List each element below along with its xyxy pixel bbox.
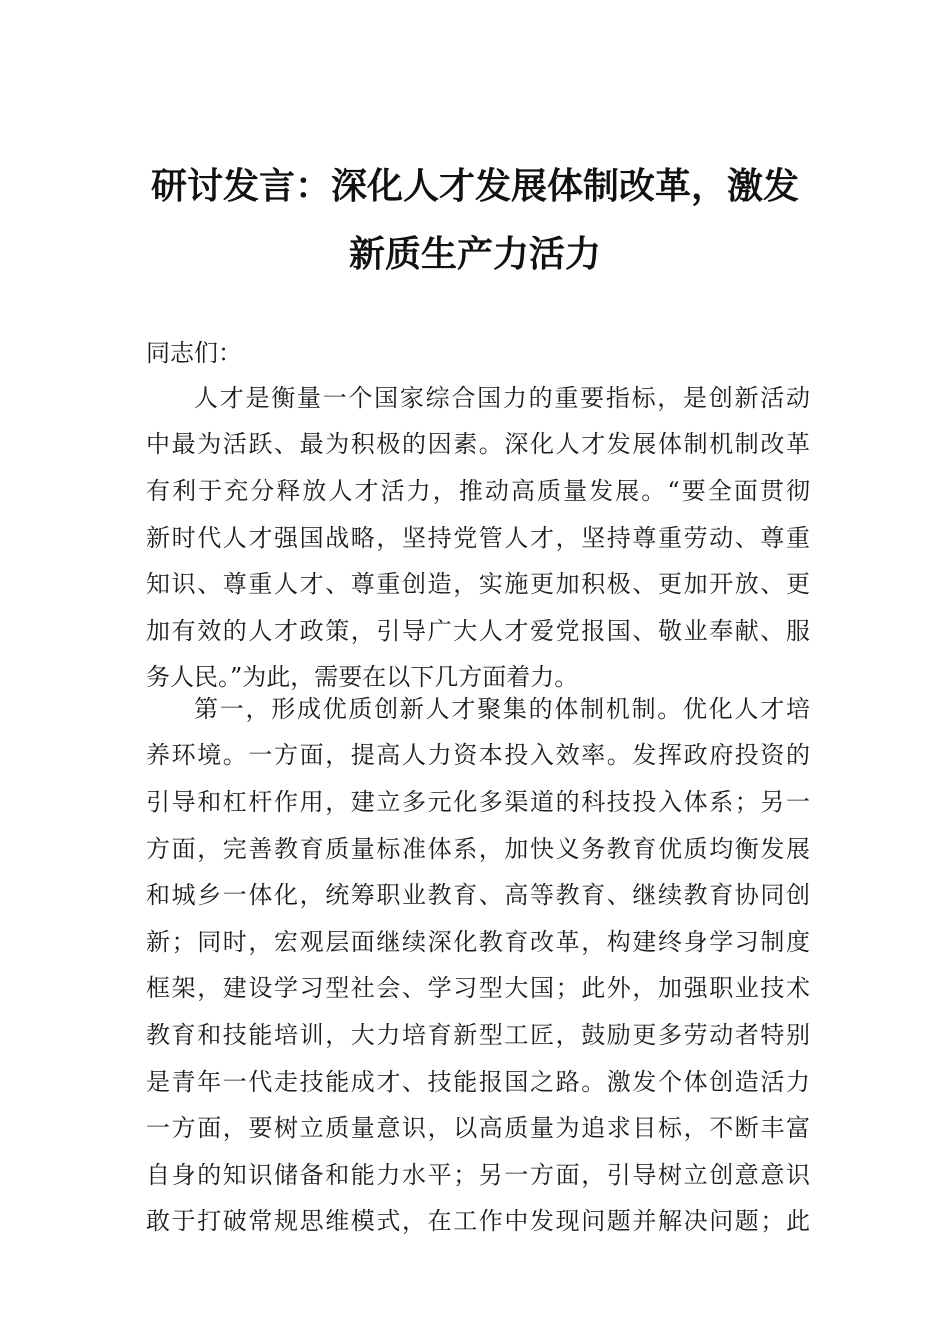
paragraph-line: 和城乡一体化，统筹职业教育、高等教育、继续教育协同创 bbox=[146, 881, 810, 910]
paragraph-line: 务人民。”为此，需要在以下几方面着力。 bbox=[146, 663, 579, 692]
paragraph-line: 新；同时，宏观层面继续深化教育改革，构建终身学习制度 bbox=[146, 927, 810, 956]
paragraph-1 bbox=[146, 372, 810, 698]
paragraph-line: 知识、尊重人才、尊重创造，实施更加积极、更加开放、更 bbox=[146, 570, 810, 599]
paragraph-line: 有利于充分释放人才活力，推动高质量发展。“要全面贯彻 bbox=[146, 476, 810, 505]
paragraph-line: 养环境。一方面，提高人力资本投入效率。发挥政府投资的 bbox=[146, 741, 810, 770]
paragraph-line: 人才是衡量一个国家综合国力的重要指标，是创新活动 bbox=[194, 383, 810, 412]
paragraph-line: 第一，形成优质创新人才聚集的体制机制。优化人才培 bbox=[194, 694, 810, 723]
paragraph-line: 教育和技能培训，大力培育新型工匠，鼓励更多劳动者特别 bbox=[146, 1020, 810, 1049]
paragraph-line: 引导和杠杆作用，建立多元化多渠道的科技投入体系；另一 bbox=[146, 787, 810, 816]
paragraph-line: 新时代人才强国战略，坚持党管人才，坚持尊重劳动、尊重 bbox=[146, 523, 810, 552]
paragraph-line: 加有效的人才政策，引导广大人才爱党报国、敬业奉献、服 bbox=[146, 616, 810, 645]
paragraph-line: 自身的知识储备和能力水平；另一方面，引导树立创意意识 bbox=[146, 1160, 810, 1189]
greeting: 同志们： bbox=[146, 339, 242, 367]
paragraph-line: 中最为活跃、最为积极的因素。深化人才发展体制机制改革 bbox=[146, 430, 810, 459]
document-title-line-1: 研讨发言：深化人才发展体制改革，激发 bbox=[150, 165, 799, 207]
paragraph-line: 方面，完善教育质量标准体系，加快义务教育优质均衡发展 bbox=[146, 834, 810, 863]
paragraph-2 bbox=[146, 683, 810, 1242]
paragraph-line: 是青年一代走技能成才、技能报国之路。激发个体创造活力 bbox=[146, 1067, 810, 1096]
paragraph-line: 敢于打破常规思维模式，在工作中发现问题并解决问题；此 bbox=[146, 1207, 810, 1236]
document-title-line-2: 新质生产力活力 bbox=[348, 233, 601, 275]
paragraph-line: 框架，建设学习型社会、学习型大国；此外，加强职业技术 bbox=[146, 974, 810, 1003]
paragraph-line: 一方面，要树立质量意识，以高质量为追求目标，不断丰富 bbox=[146, 1114, 810, 1143]
